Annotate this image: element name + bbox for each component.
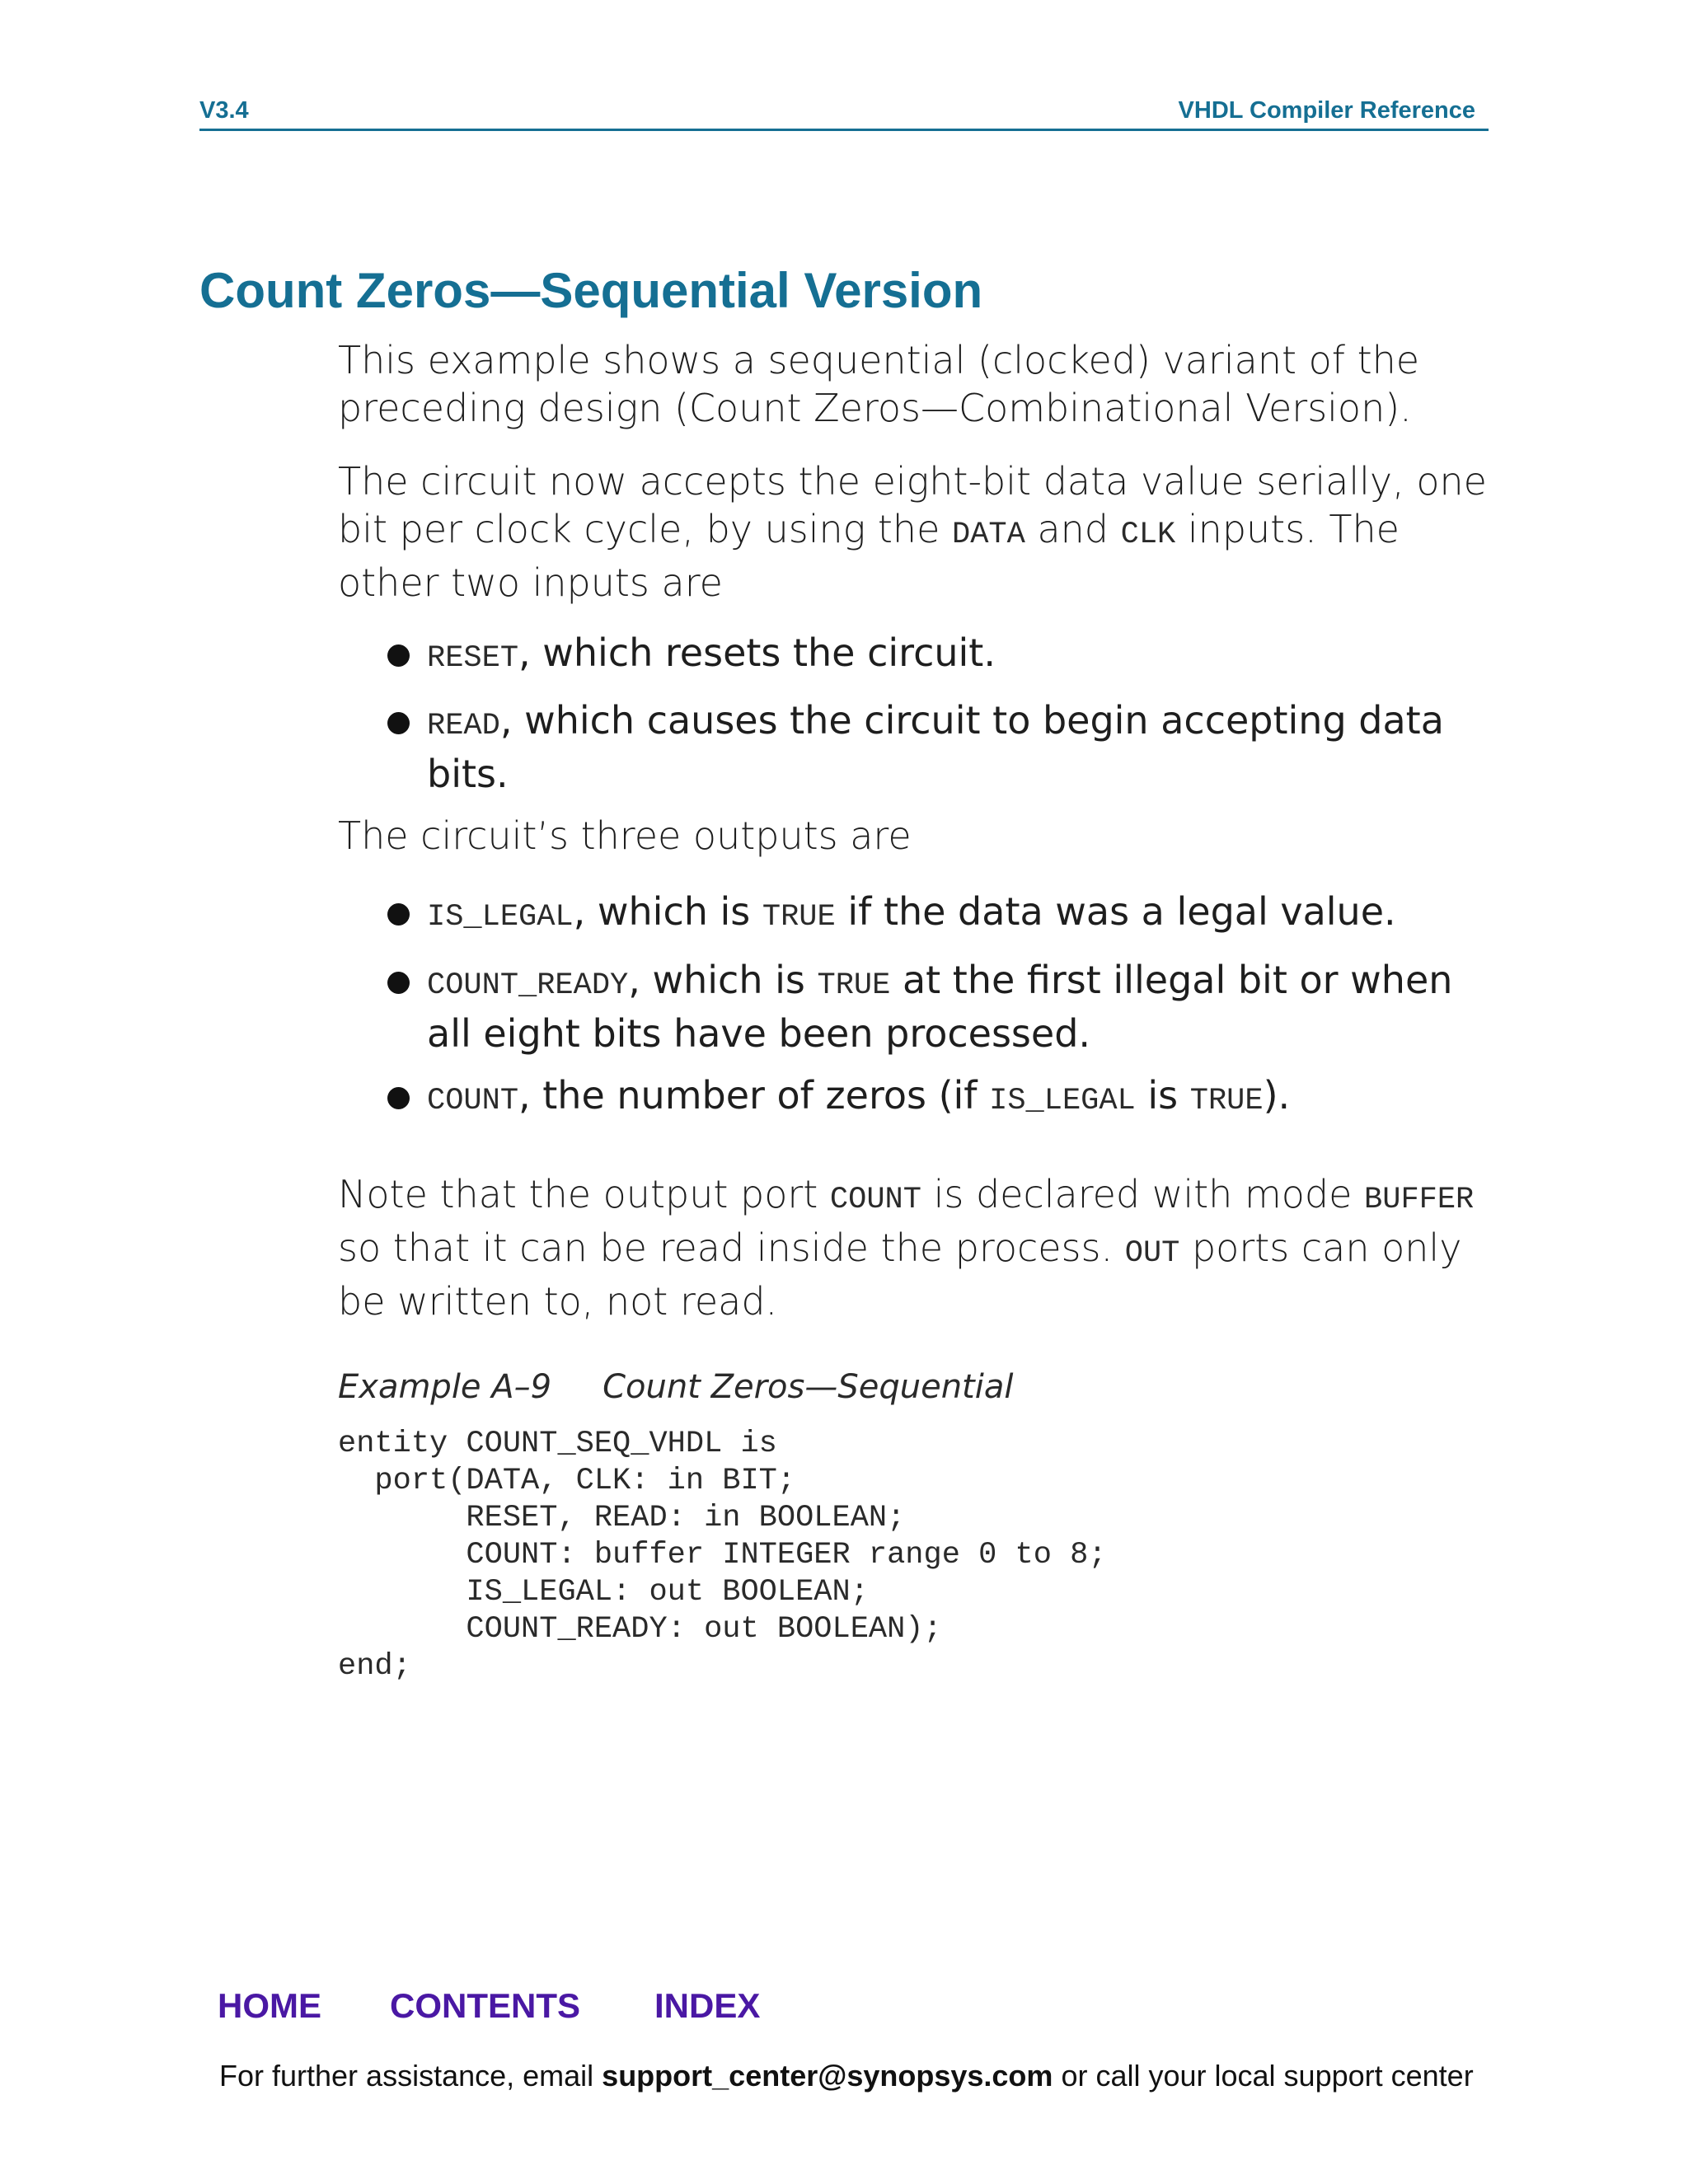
true-code: TRUE: [1189, 1084, 1264, 1118]
note-paragraph: [338, 1170, 1492, 1325]
is-legal-code: IS_LEGAL: [989, 1084, 1136, 1118]
clk-code: CLK: [1120, 518, 1176, 552]
list-item-text: if the data was a legal value.: [835, 889, 1396, 934]
bullet-icon: [387, 903, 410, 926]
code-listing: entity COUNT_SEQ_VHDL is port(DATA, CLK: in BIT; RESET, READ: in BOOLEAN; COUNT: buffer INTEGER range 0 to 8; IS_LEGAL: out BOOLEAN; COUNT_READY: out BOOLEAN); end;: [338, 1427, 1107, 1684]
bullet-icon: [387, 712, 410, 734]
data-code: DATA: [952, 518, 1025, 552]
inputs-paragraph-text-1: The circuit now accepts the eight-bit data value serially, one bit per clock cycle, by using the: [338, 459, 1487, 551]
inputs-paragraph-text-3: inputs. The other two inputs are: [338, 507, 1400, 605]
true-code: TRUE: [817, 968, 891, 1003]
list-item-text: , the number of zeros (if: [518, 1073, 990, 1118]
list-item-text: , which is: [628, 958, 818, 1002]
note-text-2: is declared with mode: [921, 1172, 1365, 1216]
is-legal-code: IS_LEGAL: [427, 900, 574, 935]
footer-prefix: For further assistance, email: [219, 2059, 603, 2093]
example-caption: [338, 1368, 1013, 1406]
inputs-paragraph: [338, 457, 1492, 607]
note-text-3: so that it can be read inside the process.: [338, 1226, 1125, 1270]
section-title: Count Zeros—Sequential Version: [199, 263, 983, 318]
bullet-icon: [387, 644, 410, 667]
footer-assistance: [219, 2059, 1474, 2093]
intro-paragraph: This example shows a sequential (clocked) variant of the preceding design (Count Zeros—Combinational Version).: [338, 338, 1420, 430]
reset-code: RESET: [427, 641, 519, 676]
count-ready-code: COUNT_READY: [427, 968, 629, 1003]
bullet-icon: [387, 972, 410, 994]
list-item-text: is: [1135, 1073, 1190, 1118]
buffer-code: BUFFER: [1364, 1183, 1475, 1217]
list-item-text: , which resets the circuit.: [518, 630, 996, 675]
contents-link[interactable]: CONTENTS: [390, 1986, 580, 2025]
support-email: support_center@synopsys.com: [602, 2059, 1053, 2093]
out-code: OUT: [1124, 1236, 1180, 1271]
list-item-text: , which causes the circuit to begin accepting data bits.: [427, 698, 1444, 796]
document-title: VHDL Compiler Reference: [1178, 97, 1475, 124]
example-label: Example A–9: [338, 1368, 552, 1406]
page-header: [199, 92, 1489, 131]
inputs-paragraph-text-2: and: [1025, 507, 1121, 551]
list-item-text: ).: [1263, 1073, 1291, 1118]
true-code: TRUE: [762, 900, 836, 935]
count-code: COUNT: [427, 1084, 519, 1118]
footer-suffix: or call your local support center: [1053, 2059, 1474, 2093]
bullet-icon: [387, 1087, 410, 1109]
home-link[interactable]: HOME: [218, 1986, 321, 2025]
example-title: Count Zeros—Sequential: [603, 1368, 1014, 1406]
version-label: V3.4: [199, 97, 249, 124]
read-code: READ: [427, 709, 500, 743]
note-text-4: ports can only be written to, not read.: [338, 1226, 1462, 1324]
list-item-text: at the first illegal bit or when all eight bits have been processed.: [427, 958, 1453, 1056]
note-text-1: Note that the output port: [338, 1172, 830, 1216]
list-item-text: , which is: [573, 889, 762, 934]
index-link[interactable]: INDEX: [654, 1986, 761, 2025]
outputs-intro: The circuit’s three outputs are: [338, 813, 912, 858]
count-code: COUNT: [829, 1183, 921, 1217]
